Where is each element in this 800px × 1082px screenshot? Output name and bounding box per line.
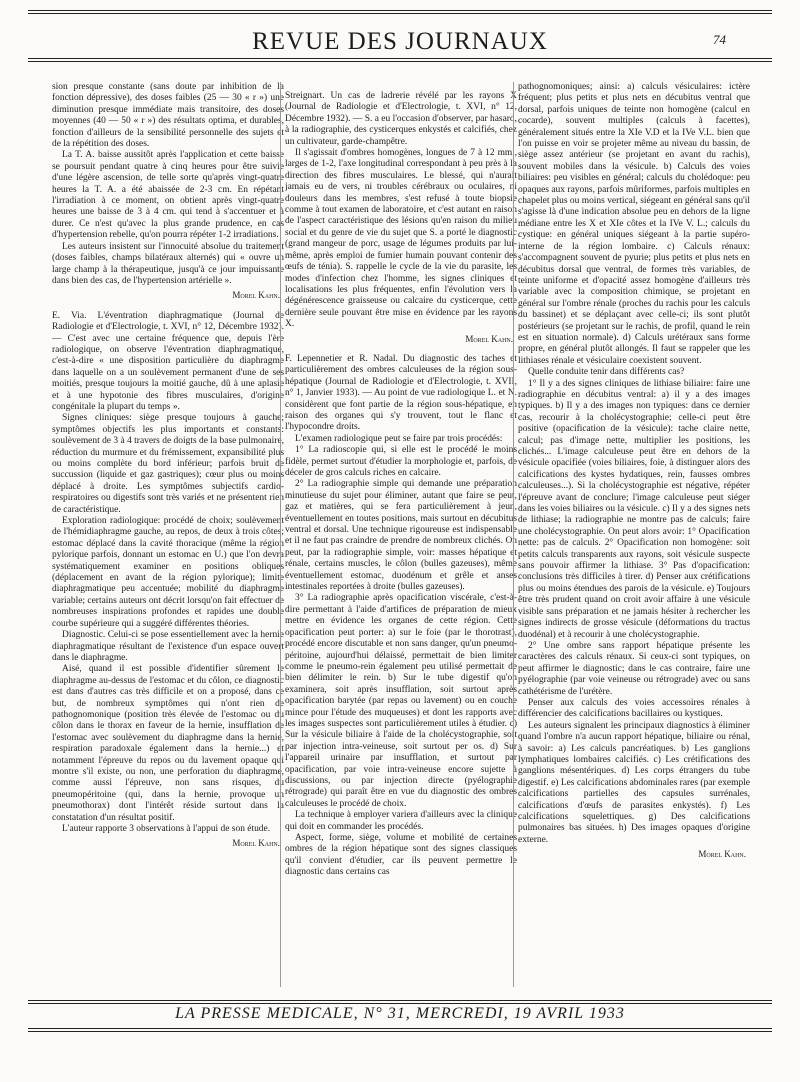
- paragraph: Aspect, forme, siège, volume et mobilité de certaines ombres de la région hépatique sont des signes classiques qu'il convient d'étudier, car ils peuvent permettre le diagnostic dans certains cas: [285, 833, 517, 878]
- author-signature: Morel Kahn.: [232, 838, 280, 849]
- paragraph: Exploration radiologique: procédé de choix; soulèvement de l'hémidiaphragme gauche, au repos, de deux à trois côtes; estomac déplacé dans la cavité thoracique (même la région pylorique parfois, donnant un estomac en U.) que l'on devra systématiquement examiner en positions obliques (déplacement en avant de la région pylorique); limite diaphragmatique peu accentuée; mobilité du diaphragme variable; certains auteurs ont décrit lorsqu'on fait effectuer de nombreuses inspirations profondes et rapides une double courbe supérieure qui a suggéré différentes théories.: [52, 516, 284, 629]
- author-signature: Morel Kahn.: [232, 290, 280, 301]
- paragraph: pathognomoniques; ainsi: a) calculs vésiculaires: ictère fréquent; plus petits et plus nets en décubitus ventral que dorsal, parfois uniques de teinte non homogène (calcul en cocarde), souvent multiples (calculs à facettes), généralement situés entre la XIe V.D et la IVe V.L. bien que l'on puisse en voir se projeter même au niveau du bassin, de siège assez antérieur (se projetant en avant du rachis), souvent mobiles dans la vésicule. b) Calculs des voies biliaires: peu visibles en général; calculs du cholédoque: peu opaques aux rayons, parfois mûriformes, parfois multiples en chapelet plus ou moins vertical, siégeant en général sans qu'il s'agisse là d'une indication absolue peu en dehors de la ligne médiane entre les X et XIe côtes et la IVe V. L.; calculs du cystique: en général uniques siégeant à la partie supéro-interne de la région lombaire. c) Calculs rénaux: s'accompagnent souvent de pyurie; plus petits et plus nets en décubitus dorsal que ventral, de formes très variables, de teinte uniforme et d'opacité assez homogène d'ailleurs très variable avec la composition chimique, se projetant en général sur l'ombre rénale (proches du rachis pour les calculs du bassinet) et se déplaçant avec celle-ci; ils sont plutôt postérieurs (se projetant sur le rachis, de profil, quand le rein est en situation normale). d) Calculs urétéraux sans forme propre, en général plutôt allongés. Il faut se rappeler que les lithiases rénale et vésiculaire coexistent souvent.: [518, 82, 750, 366]
- page-footer: [28, 1000, 772, 1030]
- page-header: [28, 10, 772, 62]
- paragraph: Il s'agissait d'ombres homogènes, longues de 7 à 12 mm., larges de 1-2, l'axe longitudinal correspondant à peu près à la direction des fibres musculaires. Le blessé, qui n'aurait jamais eu de vers, ni troubles cérébraux ou oculaires, ni douleurs dans les membres, s'est refusé à toute biopsie comme à tout examen de laboratoire, et c'est autant en raison de l'aspect caractéristique des lésions qu'en raison du milieu social et du genre de vie du sujet que S. a porté le diagnostic (grand mangeur de porc, usage de légumes produits par lui-même, après emploi de fumier humain pouvant contenir des œufs de ténia). S. rappelle le cycle de la vie du parasite, les modes d'infection chez l'homme, les signes cliniques et localisations les plus fréquentes, enfin l'évolution vers la dégénérescence graisseuse ou calcaire du cysticerque, cette dernière seule pouvant être mise en évidence par les rayons X.: [285, 148, 517, 330]
- paragraph: sion presque constante (sans doute par inhibition de la fonction dépressive), des doses faibles (25 — 30 « r ») une diminution presque immédiate mais transitoire, des doses moyennes (40 — 50 « r ») des résultats optima, et durables, fonction d'ailleurs de la sensibilité personnelle des sujets et de la répétition des doses.: [52, 82, 284, 150]
- paragraph: L'auteur rapporte 3 observations à l'appui de son étude.: [62, 824, 271, 834]
- paragraph: Les auteurs insistent sur l'innocuité absolue du traitement (doses faibles, champs bilatéraux alternés) qui « ouvre un large champ à la thérapeutique, jusqu'à ce jour impuissante dans bien des cas, de l'hypertension artérielle ».: [52, 241, 284, 286]
- column-divider: [513, 82, 514, 987]
- paragraph: 1° Il y a des signes cliniques de lithiase biliaire: faire une radiographie en décubitus ventral: a) il y a des images typiques. b) Il y a des images non typiques: dans ce dernier cas, recourir à la cholécystographie; celle-ci peut être positive (opacification de la vésicule): tache claire nette, calcul; pas d'image nette, multiplier les positions, les clichés... L'image calculeuse peut être en dehors de la vésicule opacifiée (voies biliaires, foie, à distinguer alors des calcifications des kystes hydatiques, rein, fausses ombres calculeuses...). Si la cholécystographie est négative, répéter l'épreuve avant de conclure; l'image calculeuse peut siéger dans les voies biliaires ou la vésicule. c) Il y a des signes nets de lithiase; la radiographie ne montre pas de calculs; faire une cholécystographie. On peut alors avoir: 1° Opacification nette: pas de calculs. 2° Opacification non homogène: soit petits calculs transparents aux rayons, soit vésicule suspecte sans pouvoir affirmer la lithiase. 3° Pas d'opacification: conclusions très difficiles à tirer. d) Penser aux crétifications plus ou moins étendues des parois de la vésicule. e) Toujours être très prudent quand on croit avoir affaire à une vésicule visible sans préparation et ne jamais hésiter à rechercher les signes indirects de grosse vésicule (déformations du tractus duodénal) et à recourir à une cholécystographie.: [518, 378, 750, 640]
- header-rule-top: [28, 10, 772, 14]
- column-middle: [285, 82, 517, 987]
- footer-rule-bottom: [28, 1028, 772, 1032]
- author-signature: Morel Kahn.: [465, 333, 513, 344]
- column-right: [518, 82, 750, 987]
- column-left: [52, 82, 284, 987]
- paragraph: Diagnostic. Celui-ci se pose essentiellement avec la hernie diaphragmatique résultant de l'existence d'un espace ouvert dans le diaphragme.: [52, 630, 284, 663]
- paragraph: 2° La radiographie simple qui demande une préparation minutieuse du sujet pour éliminer, autant que faire se peut, gaz et matières, qui se fera particulièrement à jeun, éventuellement en toutes positions, mais surtout en décubitus ventral et dorsal. Une technique rigoureuse est indispensable et il ne faut pas craindre de prendre de nombreux clichés. On peut, par la radiographie simple, voir: masses hépatique et rénale, certains muscles, le côlon (bulles gazeuses), même éventuellement estomac, duodénum et grêle et anses intestinales reportées à droite (bulles gazeuses).: [285, 479, 517, 593]
- article-heading-paragraph: Streignart. Un cas de ladrerie révélé par les rayons X (Journal de Radiologie et d'Electrologie, t. XVI, n° 12, Décembre 1932). — S. a eu l'occasion d'observer, par hasard, à la radiographie, des cysticerques enkystés et calcifiés, chez un cultivateur, garde-champêtre.: [285, 91, 517, 147]
- paragraph: L'examen radiologique peut se faire par trois procédés:: [295, 433, 503, 444]
- paragraph: Aisé, quand il est possible d'identifier sûrement le diaphragme au-dessus de l'estomac et du côlon, ce diagnostic est dans d'autres cas très difficile et on a proposé, dans ce but, de nombreux symptômes qui n'ont rien de pathognomonique (position très élevée de l'estomac ou du côlon dans le thorax en faveur de la hernie, insufflation de l'estomac avec soulèvement du diaphragme dans la hernie, respiration paradoxale également dans la hernie...) et notamment l'épreuve du repos ou du lavement opaque qui montre s'il existe, ou non, une perforation du diaphragme, comme aussi l'épreuve, non sans risques, du pneumopéritoine (qui, dans la hernie, provoque un pneumothorax) dont l'intérêt réside surtout dans la constatation d'un résultat positif.: [52, 664, 284, 823]
- paragraph: Quelle conduite tenir dans différents cas?: [528, 367, 685, 378]
- paragraph: 2° Une ombre sans rapport hépatique présente les caractères des calculs rénaux. Si ceux-ci sont typiques, on peut affirmer le diagnostic; dans le cas contraire, faire une pyélographie (par voie veineuse ou rétrograde) avec ou sans cathétérisme de l'urétère.: [518, 640, 750, 697]
- paragraph: La T. A. baisse aussitôt après l'application et cette baisse se poursuit pendant quatre à cinq heures pour être suivie d'une légère ascension, de telle sorte qu'après vingt-quatre heures la T. A. a été abaissée de 2-3 cm. En répétant l'irradiation à ce moment, on obtient après vingt-quatre heures une baisse de 3 à 4 cm. qui tend à s'accentuer et à durer. Ce n'est qu'avec la plus grande prudence, en cas d'hypertension rebelle, qu'on pourra répéter 1-2 irradiations.: [52, 150, 284, 241]
- paragraph: 1° La radioscopie qui, si elle est le procédé le moins fidèle, permet surtout d'étudier la morphologie et, parfois, de déceler de gros calculs riches en calcaire.: [285, 445, 517, 478]
- article-heading-paragraph: E. Via. L'éventration diaphragmatique (Journal de Radiologie et d'Electrologie, t. XVI, n° 12, Décembre 1932). — C'est avec une certaine fréquence que, depuis l'ère radiologique, on observe l'éventration diaphragmatique, c'est-à-dire « une disposition particulière du diaphragme dans laquelle on a un soulèvement permanent d'une de ses moitiés, presque toujours la moitié gauche, dû à une aplasie et à une hypotonie des fibres musculaires, d'origine congénitale la plupart du temps ».: [52, 310, 284, 412]
- page-number: 74: [713, 32, 726, 47]
- article-heading-paragraph: F. Lepennetier et R. Nadal. Du diagnostic des taches et particulièrement des ombres calculeuses de la région sous-hépatique (Journal de Radiologie et d'Electrologie, t. XVII, n° 1, Janvier 1933). — Au point de vue radiologique L. et N. considèrent que font partie de la région sous-hépatique, en raison des organes qui s'y trouvent, tout le flanc et l'hypocondre droits.: [285, 353, 517, 433]
- author-signature: Morel Kahn.: [698, 849, 746, 860]
- paragraph: La technique à employer variera d'ailleurs avec la clinique qui doit en commander les procédés.: [285, 810, 517, 832]
- header-rule-bottom: [28, 58, 772, 62]
- footer-rule-top: [28, 1000, 772, 1004]
- footer-text: LA PRESSE MEDICALE, N° 31, MERCREDI, 19 AVRIL 1933: [175, 1005, 625, 1022]
- paragraph: Les auteurs signalent les principaux diagnostics à éliminer quand l'ombre n'a aucun rapport hépatique, biliaire ou rénal, à savoir: a) Les calculs pancréatiques. b) Les ganglions lymphatiques lombaires calcifiés. c) Les crétifications des ganglions mésentériques. d) Les corps étrangers du tube digestif. e) Les calcifications abdominales rares (par exemple calcifications partielles des capsules surrénales, calcifications d'œufs de parasites enkystés). f) Les calcifications squelettiques. g) Des calcifications pulmonaires bas situées. h) Des images opaques d'origine externe.: [518, 720, 750, 845]
- page-title: REVUE DES JOURNAUX: [252, 28, 548, 55]
- paragraph: 3° La radiographie après opacification viscérale, c'est-à-dire permettant à l'aide d'artifices de préparation de mieux mettre en évidence les organes de cette région. Cette opacification peut porter: a) sur le foie (par le thorotrast), procédé encore discutable et non sans danger, qu'un pneumo-péritoine, aujourd'hui délaissé, permettait de bien limiter comme le pneumo-rein également peu utilisé permettait de bien délimiter le rein. b) Sur le tube digestif qu'on examinera, soit après insufflation, soit surtout après opacification barytée (par repas ou lavement) ou en couche mince pour l'étude des muqueuses) et dont les rapports avec les images suspectes sont particulièrement utiles à étudier. c) Sur la vésicule biliaire à l'aide de la cholécystographie, soit par injection intra-veineuse, soit surtout per os. d) Sur l'appareil urinaire par insufflation, et surtout par opacification, par voie intra-veineuse encore sujette à discussions, ou par injection directe (pyélographie rétrograde) qui paraît être en vue du diagnostic des ombres calculeuses le procédé de choix.: [285, 593, 517, 809]
- paragraph: Penser aux calculs des voies accessoires rénales à différencier des calcifications bacillaires ou kystiques.: [518, 697, 750, 720]
- paragraph: Signes cliniques: siège presque toujours à gauche; symptômes objectifs les plus importants et constants: soulèvement de 3 à 4 travers de doigts de la base pulmonaire, réduction du murmure et du frémissement, expansibilité plus ou moins complète du bord inférieur; parfois bruit de succussion (liquide et gaz gastriques); cœur plus ou moins déplacé à droite. Les symptômes subjectifs cardio-respiratoires ou digestifs sont très variés et ne présentent rien de caractéristique.: [52, 413, 284, 515]
- column-divider: [280, 82, 281, 987]
